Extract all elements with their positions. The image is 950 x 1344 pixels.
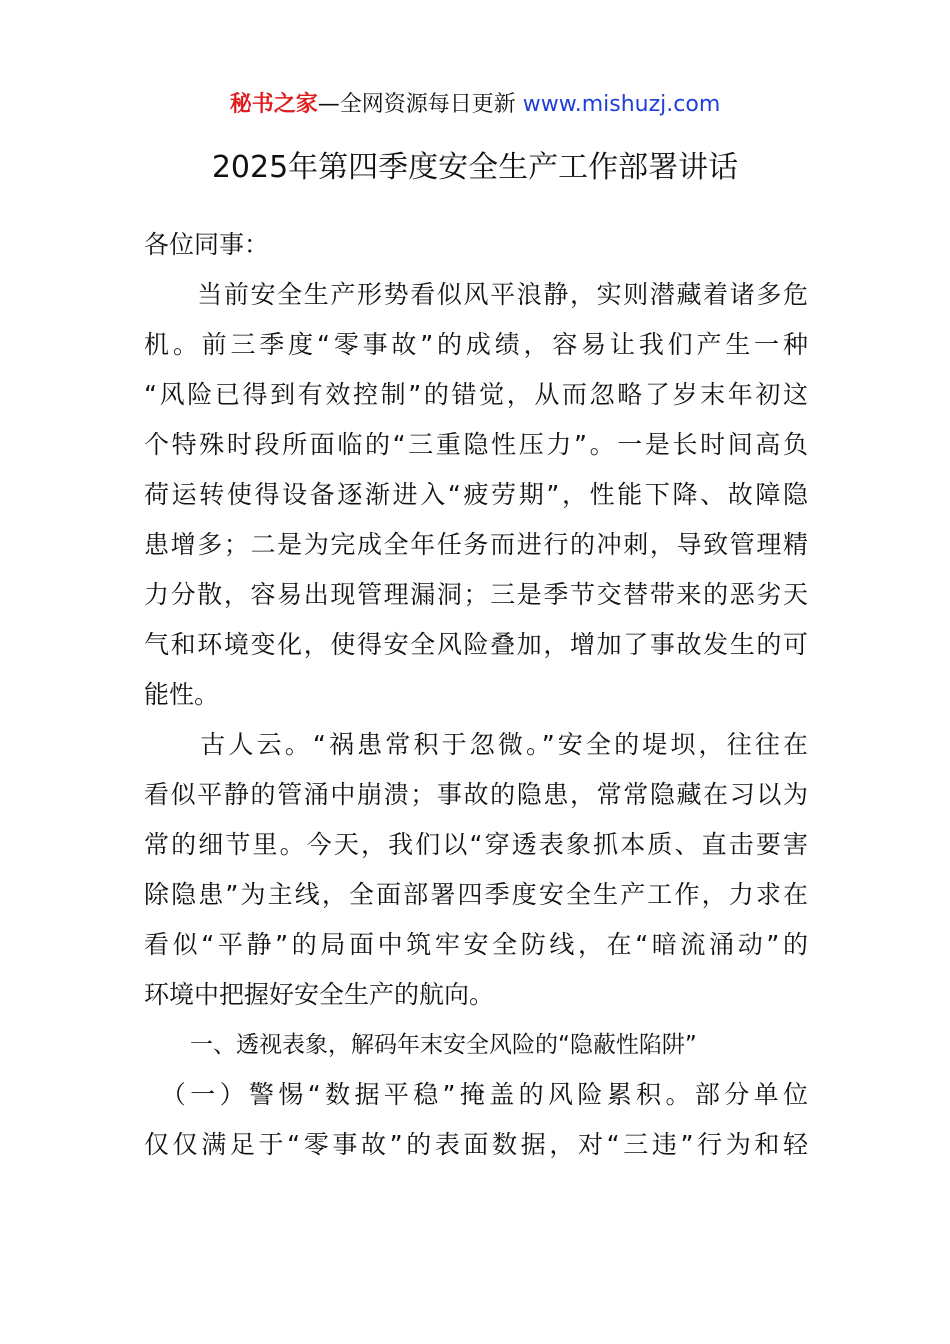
paragraph-line: 患增多；二是为完成全年任务而进行的冲刺，导致管理精 [144,530,808,559]
paragraph-line: 环境中把握好安全生产的航向。 [144,980,495,1009]
document-title: 2025年第四季度安全生产工作部署讲话 [211,150,739,185]
paragraph-line: 仅仅满足于“零事故”的表面数据，对“三违”行为和轻 [144,1130,808,1159]
paragraph-line: “风险已得到有效控制”的错觉，从而忽略了岁末年初这 [144,380,808,409]
paragraph-line: 古人云。“祸患常积于忽微。”安全的堤坝，往往在 [144,730,808,759]
paragraph-line: 除隐患”为主线，全面部署四季度安全生产工作，力求在 [144,880,808,909]
salutation: 各位同事： [144,230,270,259]
paragraph-line: 能性。 [144,680,220,709]
paragraph-line: 常的细节里。今天，我们以“穿透表象抓本质、直击要害 [144,830,808,859]
section-heading: 一、透视表象，解码年末安全风险的“隐蔽性陷阱” [144,1032,697,1058]
paragraph-line: 个特殊时段所面临的“三重隐性压力”。一是长时间高负 [144,430,808,459]
paragraph-line: （一）警惕“数据平稳”掩盖的风险累积。部分单位 [144,1080,808,1109]
paragraph-line: 气和环境变化，使得安全风险叠加，增加了事故发生的可 [144,630,808,659]
document-body [144,220,808,1170]
header-slogan: —全网资源每日更新 [317,92,523,117]
brand-name: 秘书之家 [229,92,318,117]
paragraph-line: 当前安全生产形势看似风平浪静，实则潜藏着诸多危 [144,280,808,309]
paragraph-line: 荷运转使得设备逐渐进入“疲劳期”，性能下降、故障隐 [144,480,808,509]
paragraph-line: 看似“平静”的局面中筑牢安全防线，在“暗流涌动”的 [144,930,808,959]
paragraph-line: 看似平静的管涌中崩溃；事故的隐患，常常隐藏在习以为 [144,780,808,809]
paragraph-line: 力分散，容易出现管理漏洞；三是季节交替带来的恶劣天 [144,580,808,609]
site-header [0,88,950,122]
site-url-link[interactable]: www.mishuzj.com [522,92,721,117]
paragraph-line: 机。前三季度“零事故”的成绩，容易让我们产生一种 [144,330,808,359]
